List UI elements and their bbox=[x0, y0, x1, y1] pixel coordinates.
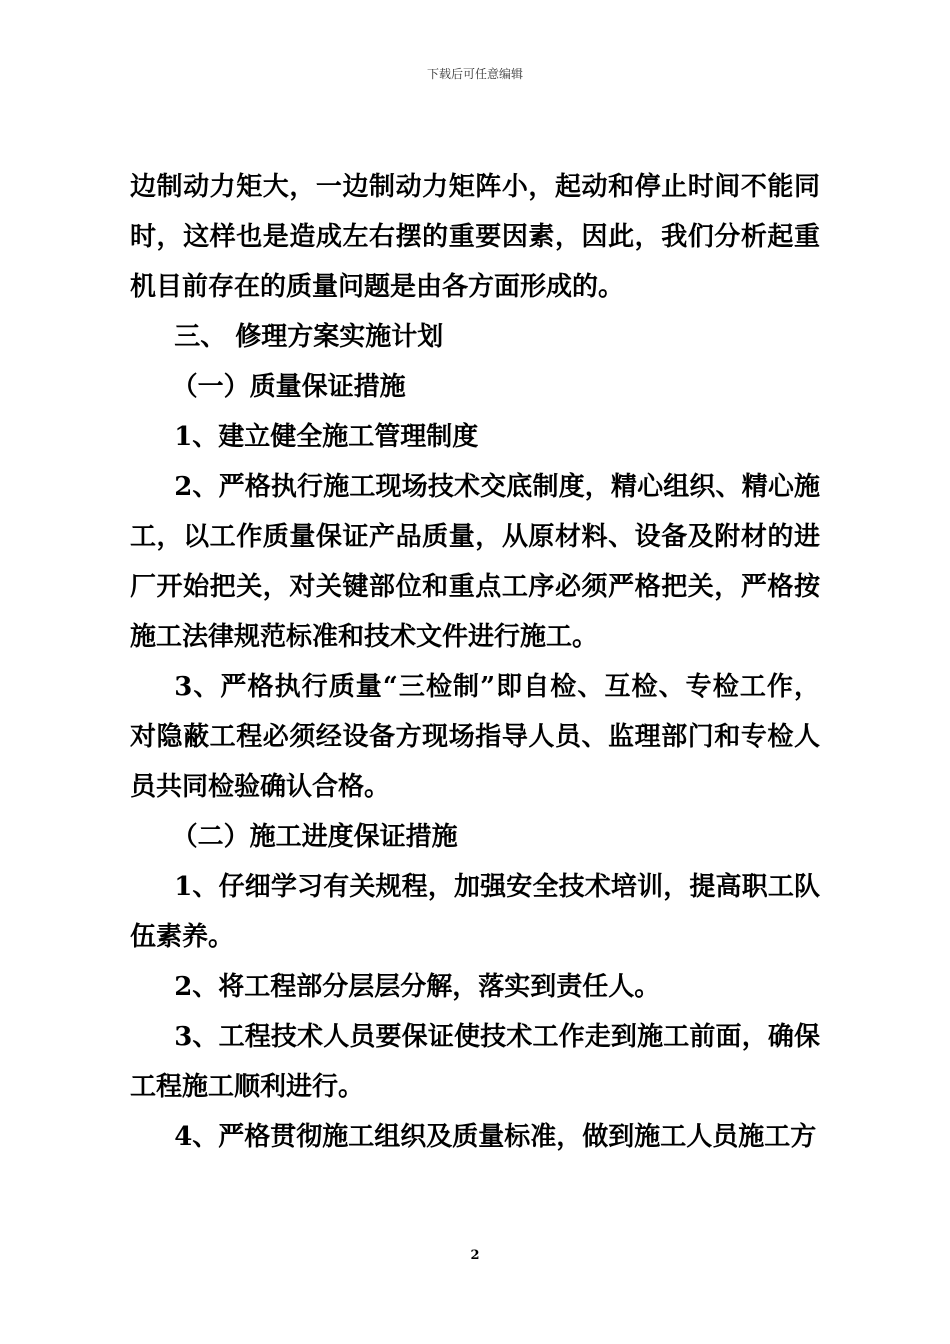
subsection-heading-quality: （一）质量保证措施 bbox=[171, 372, 406, 402]
paragraph-continuation: 边制动力矩大，一边制动力矩阵小，起动和停止时间不能同时，这样也是造成左右摆的重要因素，因此，我们分析起重机目前存在的质量问题是由各方面形成的。 bbox=[130, 172, 820, 302]
page-number: 2 bbox=[470, 1248, 480, 1263]
list-item-schedule-2: 2、将工程部分层层分解，落实到责任人。 bbox=[174, 972, 661, 1002]
header-note: 下载后可任意编辑 bbox=[426, 67, 523, 81]
list-item-quality-2: 2、严格执行施工现场技术交底制度，精心组织、精心施工，以工作质量保证产品质量，从原材料、设备及附材的进厂开始把关，对关键部位和重点工序必须严格把关，严格按施工法律规范标准和技术文件进行施工。 bbox=[130, 472, 820, 652]
section-heading-repair-plan: 三、 修理方案实施计划 bbox=[174, 322, 444, 352]
list-item-schedule-4: 4、严格贯彻施工组织及质量标准，做到施工人员施工方 bbox=[174, 1122, 817, 1152]
subsection-heading-schedule: （二）施工进度保证措施 bbox=[171, 822, 458, 852]
list-item-schedule-1: 1、仔细学习有关规程，加强安全技术培训，提高职工队伍素养。 bbox=[130, 872, 820, 952]
list-item-quality-3: 3、严格执行质量“三检制”即自检、互检、专检工作，对隐蔽工程必须经设备方现场指导人员、监理部门和专检人员共同检验确认合格。 bbox=[130, 672, 820, 802]
list-item-schedule-3: 3、工程技术人员要保证使技术工作走到施工前面，确保工程施工顺利进行。 bbox=[130, 1022, 820, 1102]
document-body bbox=[130, 162, 820, 1162]
list-item-quality-1: 1、建立健全施工管理制度 bbox=[174, 422, 479, 452]
